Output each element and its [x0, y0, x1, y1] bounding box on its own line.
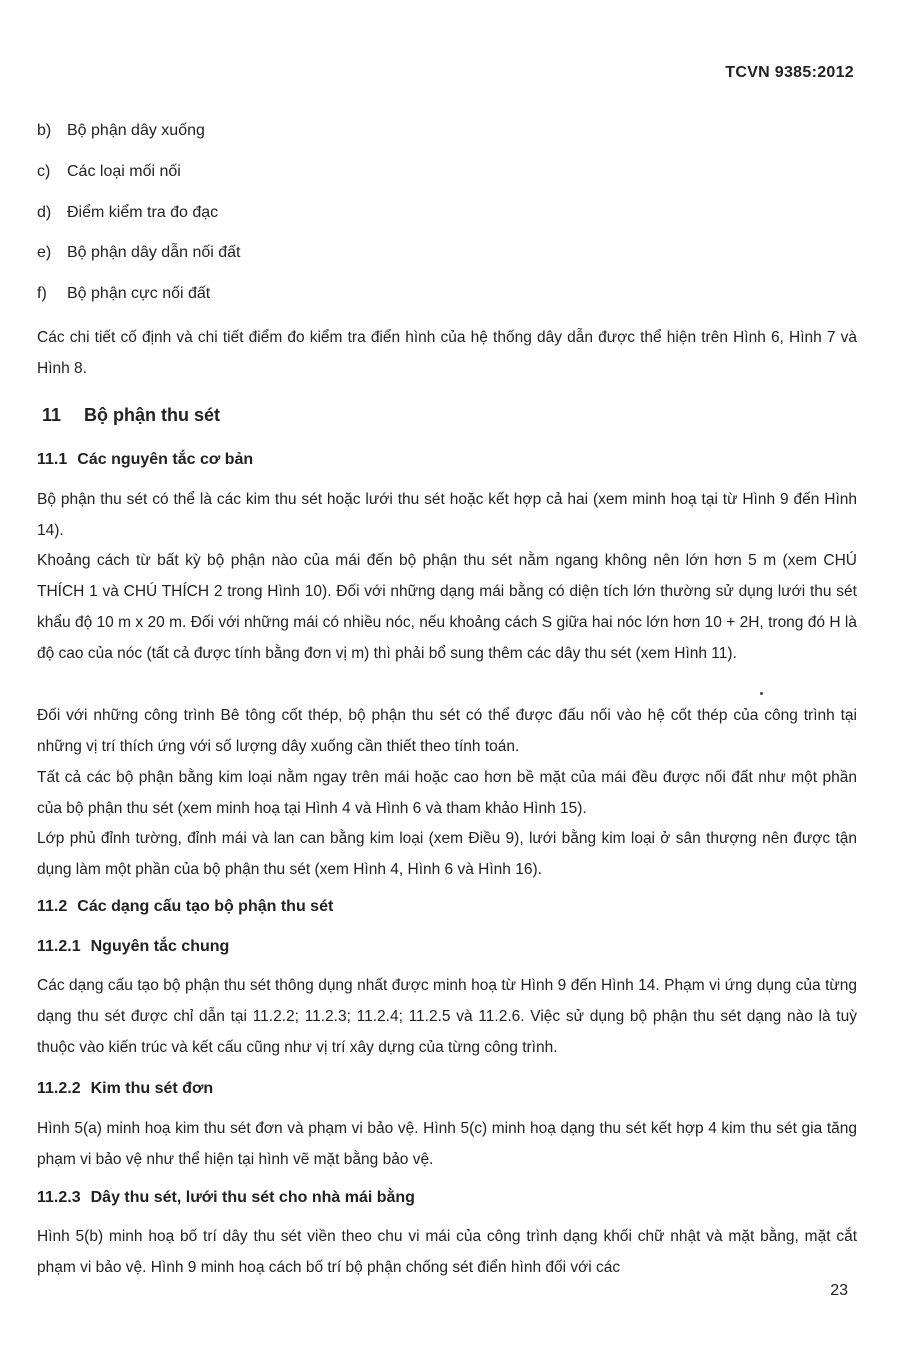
subsection-title: Các dạng cấu tạo bộ phận thu sét	[77, 898, 334, 915]
paragraph: Các dạng cấu tạo bộ phận thu sét thông dụng nhất được minh hoạ từ Hình 9 đến Hình 14. Phạm vi ứng dụng của từng dạng thu sét được chỉ dẫn tại 11.2.2; 11.2.3; 11.2.4; 11.2.5 và 11.2.6. Việc sử dụng bộ phận thu sét dạng nào là tuỳ thuộc vào kiến trúc và kết cấu cũng như vị trí xây dựng của từng công trình.	[37, 977, 857, 1056]
list-item-text: Bộ phận cực nối đất	[67, 285, 211, 302]
list-item-text: Điểm kiểm tra đo đạc	[67, 204, 219, 221]
list-marker: c)	[37, 163, 51, 180]
list-item	[37, 285, 210, 303]
subsection-number: 11.1	[37, 451, 68, 468]
page-number: 23	[830, 1282, 848, 1299]
paragraph: Hình 5(a) minh hoạ kim thu sét đơn và phạm vi bảo vệ. Hình 5(c) minh hoạ dạng thu sét kết hợp 4 kim thu sét gia tăng phạm vi bảo vệ như thể hiện tại hình vẽ mặt bằng bảo vệ.	[37, 1120, 857, 1168]
subsection-number: 11.2.1	[37, 938, 81, 955]
list-marker: d)	[37, 204, 52, 221]
paragraph: Bộ phận thu sét có thể là các kim thu sét hoặc lưới thu sét hoặc kết hợp cả hai (xem minh hoạ tại từ Hình 9 đến Hình 14).	[37, 491, 857, 539]
subsection-title: Nguyên tắc chung	[90, 938, 230, 955]
scan-speck	[760, 692, 763, 695]
subsection-heading	[37, 1189, 415, 1207]
section-number: 11	[42, 405, 62, 425]
subsection-heading	[37, 898, 333, 916]
subsection-number: 11.2.2	[37, 1080, 81, 1097]
subsection-title: Kim thu sét đơn	[90, 1080, 214, 1097]
subsection-heading	[37, 1080, 213, 1098]
list-item	[37, 204, 218, 222]
list-item-text: Bộ phận dây xuống	[67, 122, 205, 139]
list-item-text: Các loại mối nối	[67, 163, 181, 180]
paragraph: Hình 5(b) minh hoạ bố trí dây thu sét viền theo chu vi mái của công trình dạng khối chữ nhật và mặt bằng, mặt cắt phạm vi bảo vệ. Hình 9 minh hoạ cách bố trí bộ phận chống sét điển hình đối với các	[37, 1228, 857, 1276]
subsection-heading	[37, 451, 253, 469]
section-title: Bộ phận thu sét	[84, 405, 220, 425]
subsection-number: 11.2.3	[37, 1189, 81, 1206]
paragraph: Đối với những công trình Bê tông cốt thép, bộ phận thu sét có thể được đấu nối vào hệ cốt thép của công trình tại những vị trí thích ứng với số lượng dây xuống cần thiết theo tính toán.	[37, 707, 857, 755]
subsection-heading	[37, 938, 229, 956]
list-item	[37, 122, 205, 140]
paragraph: Lớp phủ đỉnh tường, đỉnh mái và lan can bằng kim loại (xem Điều 9), lưới bằng kim loại ở sân thượng nên được tận dụng làm một phần của bộ phận thu sét (xem Hình 4, Hình 6 và Hình 16).	[37, 830, 857, 878]
intro-paragraph: Các chi tiết cố định và chi tiết điểm đo kiểm tra điển hình của hệ thống dây dẫn được thể hiện trên Hình 6, Hình 7 và Hình 8.	[37, 329, 857, 377]
standard-code: TCVN 9385:2012	[725, 64, 854, 81]
list-marker: b)	[37, 122, 52, 139]
list-marker: e)	[37, 244, 52, 261]
section-heading	[42, 405, 220, 426]
list-item	[37, 244, 240, 262]
list-marker: f)	[37, 285, 47, 302]
list-item	[37, 163, 181, 181]
subsection-number: 11.2	[37, 898, 68, 915]
list-item-text: Bộ phận dây dẫn nối đất	[67, 244, 241, 261]
subsection-title: Các nguyên tắc cơ bản	[77, 451, 254, 468]
paragraph: Khoảng cách từ bất kỳ bộ phận nào của mái đến bộ phận thu sét nằm ngang không nên lớn hơn 5 m (xem CHÚ THÍCH 1 và CHÚ THÍCH 2 trong Hình 10). Đối với những dạng mái bằng có diện tích lớn thường sử dụng lưới thu sét khẩu độ 10 m x 20 m. Đối với những mái có nhiều nóc, nếu khoảng cách S giữa hai nóc lớn hơn 10 + 2H, trong đó H là độ cao của nóc (tất cả được tính bằng đơn vị m) thì phải bổ sung thêm các dây thu sét (xem Hình 11).	[37, 552, 857, 662]
subsection-title: Dây thu sét, lưới thu sét cho nhà mái bằng	[90, 1189, 415, 1206]
paragraph: Tất cả các bộ phận bằng kim loại nằm ngay trên mái hoặc cao hơn bề mặt của mái đều được nối đất như một phần của bộ phận thu sét (xem minh hoạ tại Hình 4 và Hình 6 và tham khảo Hình 15).	[37, 769, 857, 817]
